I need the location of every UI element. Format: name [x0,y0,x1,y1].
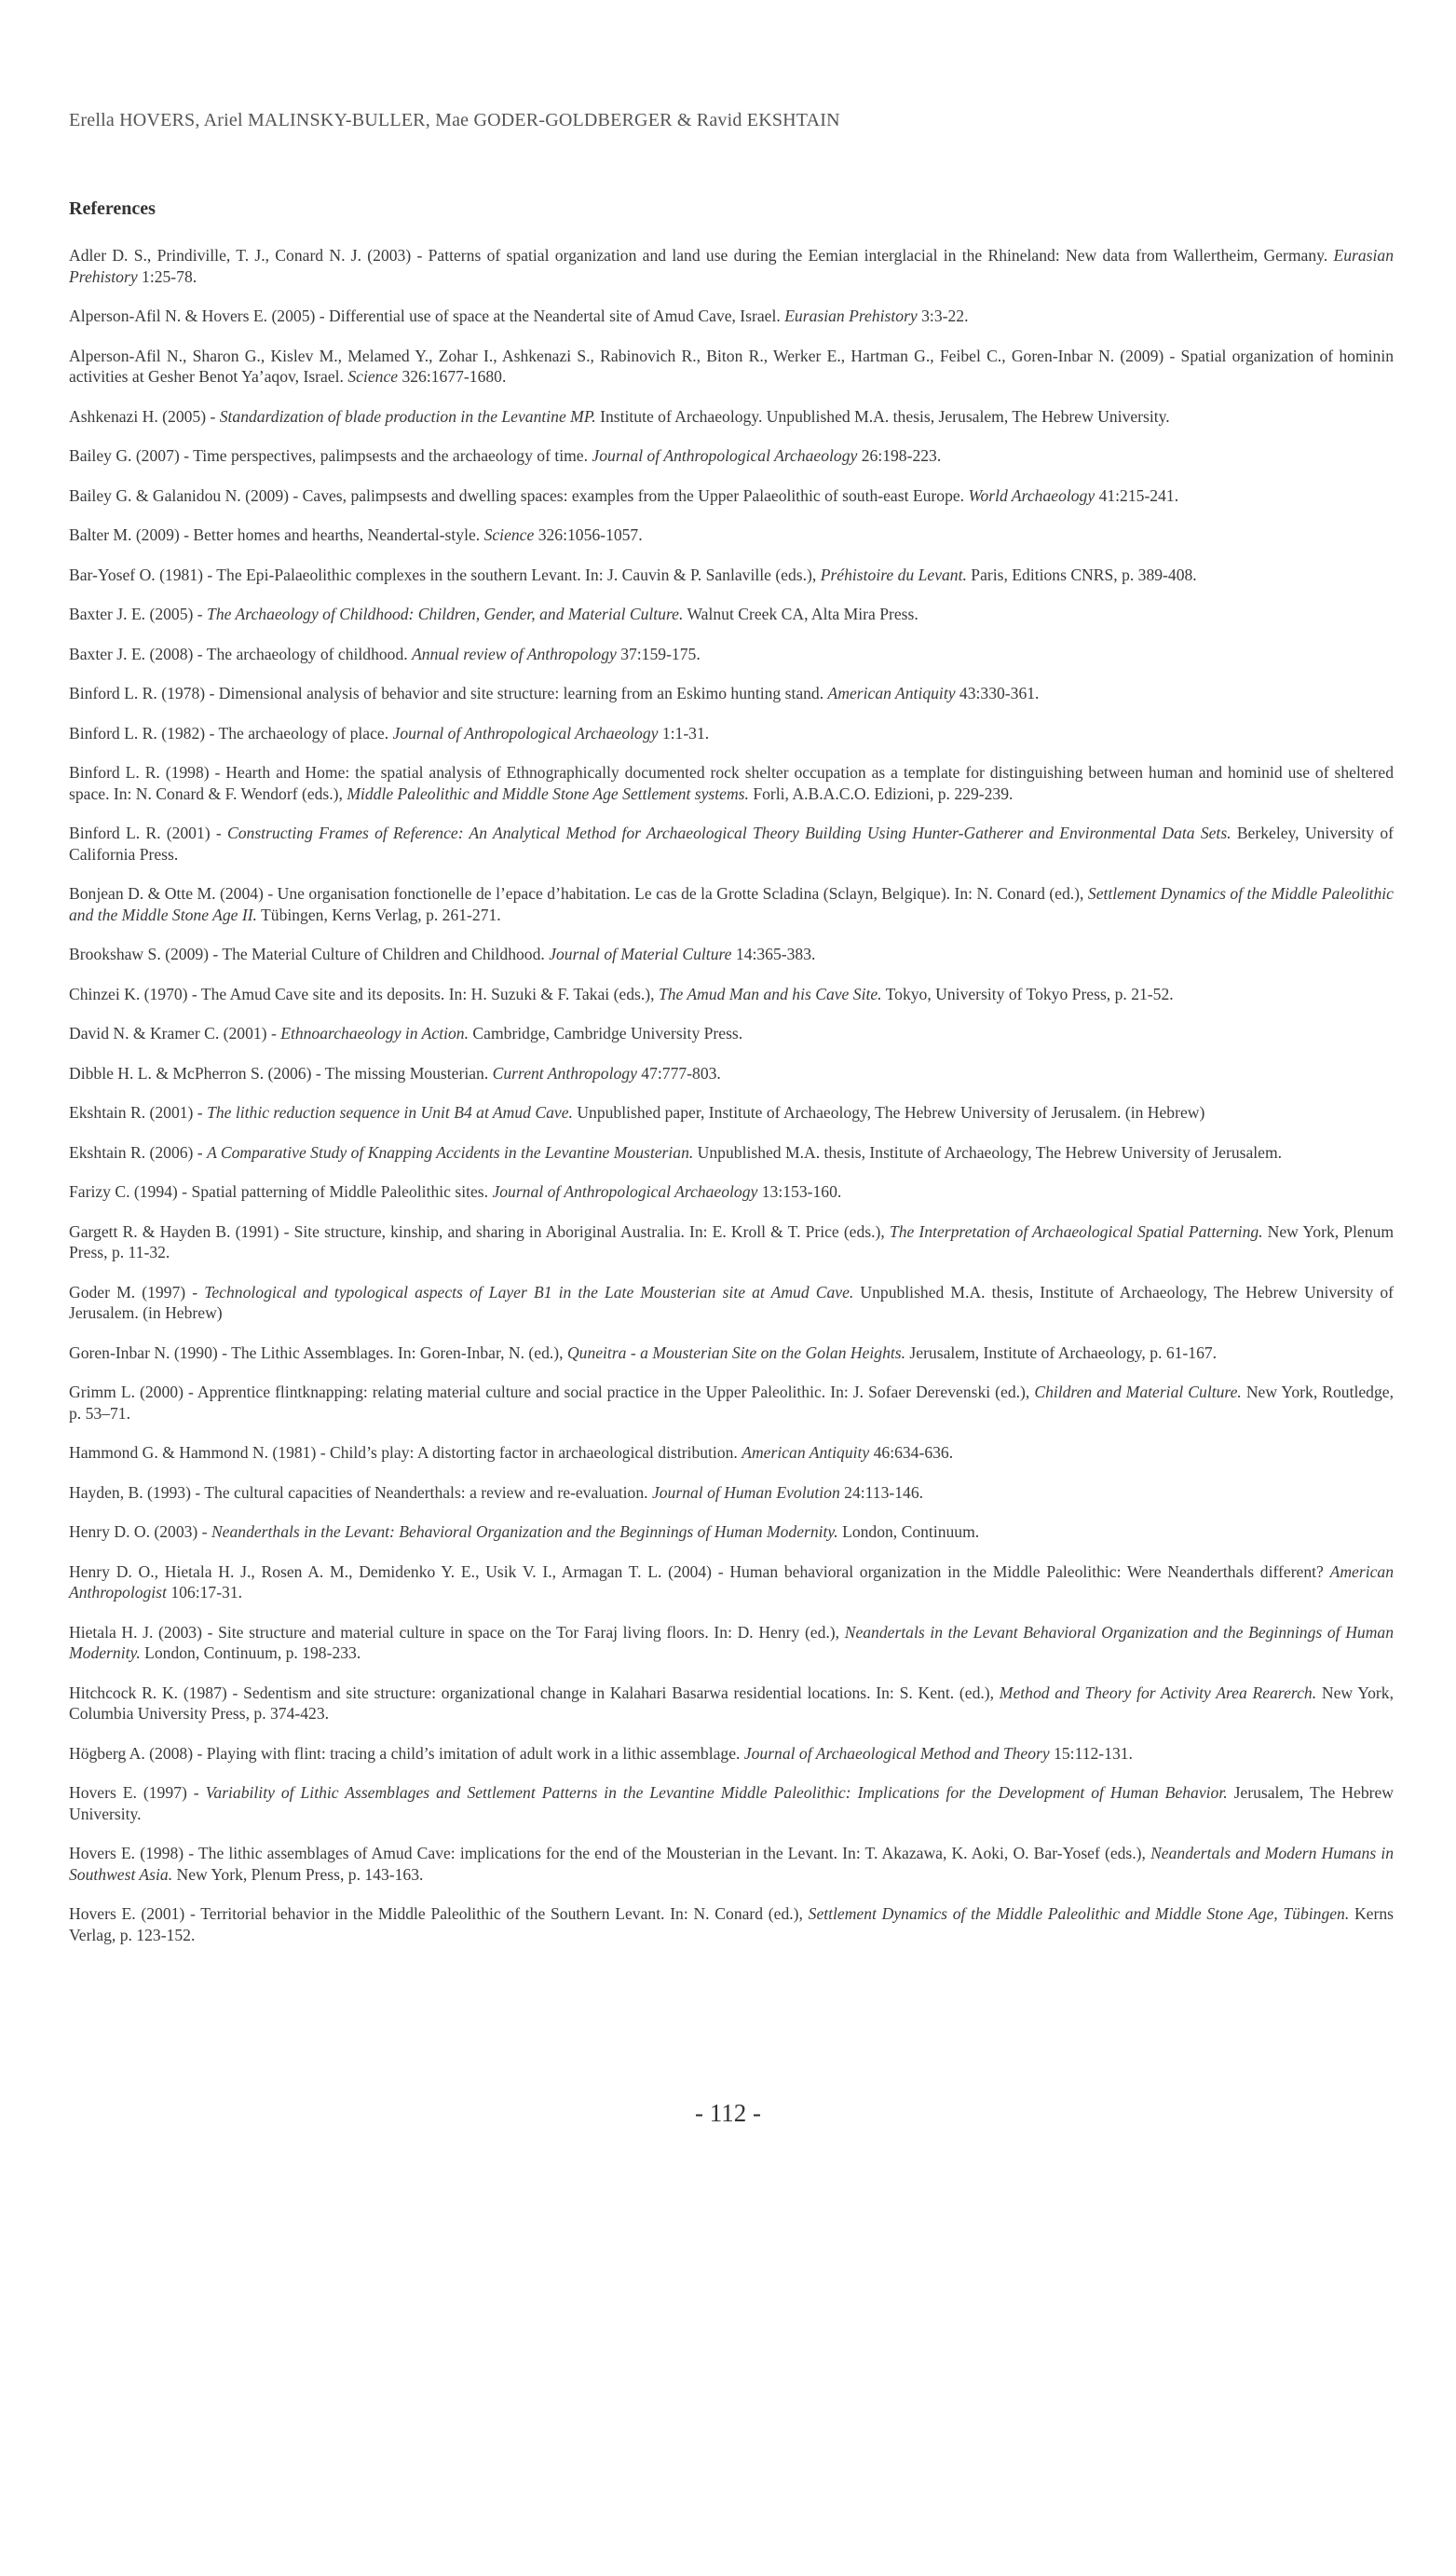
reference-text: Adler D. S., Prindiville, T. J., Conard N. J. (2003) - Patterns of spatial organization and land use during the Eemian interglacial in the Rhineland: New data from Wallertheim, Germany. [69,246,1334,265]
reference-title: World Archaeology [968,485,1095,505]
reference-text: Hietala H. J. (2003) - Site structure and material culture in space on the Tor Faraj living floors. In: D. Henry (ed.), [69,1622,845,1642]
reference-title: Journal of Human Evolution [651,1482,840,1502]
reference-title: Neandertals and Modern Humans in Southwest Asia. [69,1844,1394,1884]
reference-source: Walnut Creek CA, Alta Mira Press. [683,605,919,623]
reference-source: 46:634-636. [869,1443,954,1462]
reference-text: Hayden, B. (1993) - The cultural capacities of Neanderthals: a review and re-evaluation. [69,1482,652,1502]
reference-title: Middle Paleolithic and Middle Stone Age Settlement systems. [347,784,749,803]
reference-source: 3:3-22. [917,307,969,325]
reference-entry [69,1181,1394,1203]
reference-source: Cambridge, Cambridge University Press. [469,1024,743,1043]
reference-text: Binford L. R. (2001) - [69,824,227,842]
reference-source: 43:330-361. [955,684,1040,702]
reference-source: Kerns Verlag, p. 123-152. [69,1904,1394,1944]
reference-source: Tokyo, University of Tokyo Press, p. 21-52. [881,984,1174,1003]
reference-title: Settlement Dynamics of the Middle Paleolithic and the Middle Stone Age II. [69,884,1394,924]
reference-title: Science [483,525,535,544]
reference-entry [69,1903,1394,1945]
reference-text: Högberg A. (2008) - Playing with flint: tracing a child’s imitation of adult work in a lithic assemblage. [69,1743,744,1763]
reference-source: New York, Routledge, p. 53–71. [69,1383,1394,1423]
reference-text: Baxter J. E. (2008) - The archaeology of childhood. [69,644,413,663]
reference-text: Bonjean D. & Otte M. (2004) - Une organisation fonctionelle de l’epace d’habitation. Le cas de la Grotte Scladina (Sclayn, Belgique). In: N. Conard (ed.), [69,884,1088,903]
reference-entry [69,1282,1394,1324]
reference-entry [69,944,1394,965]
reference-text: Hitchcock R. K. (1987) - Sedentism and site structure: organizational change in Kalahari Basarwa residential locations. In: S. Kent. (ed.), [69,1683,1000,1702]
reference-title: Journal of Anthropological Archaeology [492,1182,758,1201]
reference-title: The Interpretation of Archaeological Spatial Patterning. [889,1221,1263,1241]
reference-source: London, Continuum, p. 198-233. [140,1643,361,1662]
reference-entry [69,644,1394,665]
reference-source: 26:198-223. [857,446,942,465]
reference-title: Science [347,367,399,386]
reference-entry [69,1382,1394,1424]
reference-text: Baxter J. E. (2005) - [69,605,208,623]
reference-entry [69,883,1394,925]
reference-entry [69,406,1394,428]
reference-text: Balter M. (2009) - Better homes and hearths, Neandertal-style. [69,525,484,544]
reference-entry [69,245,1394,287]
reference-title: Eurasian Prehistory [69,246,1394,286]
reference-text: Binford L. R. (1998) - Hearth and Home: the spatial analysis of Ethnographically documented rock shelter occupation as a template for distinguishing between human and hominid use of sheltered space. In: N. Conard & F. Wendorf (eds.), [69,763,1394,803]
reference-source: Jerusalem, The Hebrew University. [69,1783,1394,1823]
reference-entry [69,1683,1394,1724]
reference-title: Journal of Anthropological Archaeology [592,446,858,465]
reference-source: Unpublished M.A. thesis, Institute of Archaeology, The Hebrew University of Jerusalem. [693,1142,1283,1162]
reference-text: Chinzei K. (1970) - The Amud Cave site and its deposits. In: H. Suzuki & F. Takai (eds.), [69,984,659,1003]
reference-title: Variability of Lithic Assemblages and Settlement Patterns in the Levantine Middle Paleolithic: Implications for the Development of Human Behavior. [205,1783,1228,1802]
reference-entry [69,565,1394,586]
reference-title: Journal of Anthropological Archaeology [392,723,659,743]
reference-text: Hovers E. (1997) - [69,1783,206,1802]
reference-title: Neanderthals in the Levant: Behavioral Organization and the Beginnings of Human Modernity. [211,1522,838,1541]
reference-source: 24:113-146. [839,1482,924,1502]
reference-source: New York, Plenum Press, p. 143-163. [172,1864,424,1884]
reference-source: 37:159-175. [616,644,701,663]
reference-text: Hammond G. & Hammond N. (1981) - Child’s play: A distorting factor in archaeological distribution. [69,1443,742,1462]
reference-entry [69,1521,1394,1543]
reference-text: Hovers E. (2001) - Territorial behavior in the Middle Paleolithic of the Southern Levant. In: N. Conard (ed.), [69,1904,809,1923]
reference-source: Unpublished paper, Institute of Archaeology, The Hebrew University of Jerusalem. (in Hebrew) [572,1103,1205,1122]
reference-entry [69,1743,1394,1765]
reference-title: Neandertals in the Levant Behavioral Organization and the Beginnings of Human Modernity. [69,1622,1394,1662]
reference-entry [69,1622,1394,1664]
reference-title: Current Anthropology [492,1063,637,1083]
reference-title: Method and Theory for Activity Area Rearerch. [999,1683,1317,1702]
reference-title: Technological and typological aspects of Layer B1 in the Late Mousterian site at Amud Cave. [204,1282,854,1302]
reference-source: Unpublished M.A. thesis, Institute of Archaeology, The Hebrew University of Jerusalem. (in Hebrew) [69,1282,1394,1322]
reference-entry [69,984,1394,1005]
reference-source: 326:1056-1057. [534,525,643,544]
reference-entry [69,823,1394,865]
reference-text: Bar-Yosef O. (1981) - The Epi-Palaeolithic complexes in the southern Levant. In: J. Cauvin & P. Sanlaville (eds.), [69,565,821,584]
reference-entry [69,1142,1394,1164]
reference-text: Farizy C. (1994) - Spatial patterning of Middle Paleolithic sites. [69,1182,493,1201]
reference-entry [69,1561,1394,1603]
reference-title: Children and Material Culture. [1034,1383,1242,1401]
reference-entry [69,525,1394,546]
reference-text: Dibble H. L. & McPherron S. (2006) - The missing Mousterian. [69,1063,493,1083]
page-number: - 112 - [695,2099,761,2127]
reference-text: Goder M. (1997) - [69,1282,205,1302]
reference-text: Hovers E. (1998) - The lithic assemblages of Amud Cave: implications for the end of the Mousterian in the Levant. In: T. Akazawa, K. Aoki, O. Bar-Yosef (eds.), [69,1844,1151,1862]
reference-title: Constructing Frames of Reference: An Analytical Method for Archaeological Theory Building Using Hunter-Gatherer and Environmental Data Sets. [226,824,1231,842]
reference-text: Alperson-Afil N. & Hovers E. (2005) - Differential use of space at the Neandertal site of Amud Cave, Israel. [69,307,785,325]
reference-source: Tübingen, Kerns Verlag, p. 261-271. [256,905,501,924]
running-header: Erella HOVERS, Ariel MALINSKY-BULLER, Mae GODER-GOLDBERGER & Ravid EKSHTAIN [69,110,840,130]
reference-title: The Amud Man and his Cave Site. [658,984,882,1003]
reference-text: Alperson-Afil N., Sharon G., Kislev M., Melamed Y., Zohar I., Ashkenazi S., Rabinovich R., Biton R., Werker E., Hartman G., Feibel C., Goren-Inbar N. (2009) - Spatial organization of hominin activities at Gesher Benot Ya’aqov, Israel. [69,346,1394,386]
reference-list [69,245,1394,1964]
reference-entry [69,1102,1394,1124]
reference-entry [69,604,1394,625]
reference-title: Standardization of blade production in the Levantine MP. [219,406,596,426]
reference-title: Quneitra - a Mousterian Site on the Golan Heights. [566,1343,906,1362]
reference-title: Ethnoarchaeology in Action. [280,1024,469,1043]
reference-title: American Antiquity [827,684,956,702]
reference-title: Journal of Material Culture [549,945,732,963]
reference-source: 13:153-160. [757,1182,842,1201]
reference-source: London, Continuum. [837,1522,980,1541]
reference-source: 41:215-241. [1095,485,1179,505]
reference-title: The lithic reduction sequence in Unit B4 at Amud Cave. [207,1103,573,1122]
reference-text: Bailey G. & Galanidou N. (2009) - Caves, palimpsests and dwelling spaces: examples from the Upper Palaeolithic of south-east Europe. [69,485,969,505]
reference-title: The Archaeology of Childhood: Children, Gender, and Material Culture. [207,605,684,623]
reference-source: New York, Plenum Press, p. 11-32. [69,1221,1394,1261]
reference-text: David N. & Kramer C. (2001) - [69,1024,281,1043]
reference-entry [69,445,1394,467]
reference-text: Henry D. O., Hietala H. J., Rosen A. M., Demidenko Y. E., Usik V. I., Armagan T. L. (2004) - Human behavioral organization in the Middle Paleolithic: Were Neanderthals different? [69,1561,1330,1581]
reference-entry [69,1343,1394,1364]
reference-title: American Anthropologist [69,1561,1394,1601]
reference-text: Brookshaw S. (2009) - The Material Culture of Children and Childhood. [69,945,550,963]
reference-text: Grimm L. (2000) - Apprentice flintknapping: relating material culture and social practice in the Upper Paleolithic. In: J. Sofaer Derevenski (ed.), [69,1383,1035,1401]
reference-entry [69,346,1394,388]
reference-title: American Antiquity [742,1443,870,1462]
reference-text: Goren-Inbar N. (1990) - The Lithic Assemblages. In: Goren-Inbar, N. (ed.), [69,1343,567,1362]
reference-text: Ashkenazi H. (2005) - [69,406,220,426]
reference-entry [69,723,1394,744]
reference-entry [69,1442,1394,1464]
reference-text: Ekshtain R. (2001) - [69,1103,208,1122]
reference-text: Bailey G. (2007) - Time perspectives, palimpsests and the archaeology of time. [69,446,592,465]
reference-source: Paris, Editions CNRS, p. 389-408. [966,565,1197,584]
reference-title: Annual review of Anthropology [412,644,617,663]
reference-title: A Comparative Study of Knapping Accidents in the Levantine Mousterian. [207,1142,694,1162]
reference-entry [69,1063,1394,1084]
reference-source: 15:112-131. [1049,1743,1133,1763]
reference-source: 47:777-803. [636,1063,721,1083]
reference-source: 1:25-78. [137,266,197,286]
reference-text: Binford L. R. (1978) - Dimensional analysis of behavior and site structure: learning from an Eskimo hunting stand. [69,684,828,702]
reference-source: Forli, A.B.A.C.O. Edizioni, p. 229-239. [748,784,1014,803]
reference-source: Jerusalem, Institute of Archaeology, p. 61-167. [905,1343,1218,1362]
reference-text: Ekshtain R. (2006) - [69,1142,208,1162]
reference-source: New York, Columbia University Press, p. 374-423. [69,1683,1394,1723]
reference-source: 14:365-383. [731,945,816,963]
reference-source: Institute of Archaeology. Unpublished M.A. thesis, Jerusalem, The Hebrew University. [595,406,1170,426]
reference-text: Gargett R. & Hayden B. (1991) - Site structure, kinship, and sharing in Aboriginal Australia. In: E. Kroll & T. Price (eds.), [69,1221,890,1241]
reference-title: Journal of Archaeological Method and Theory [743,1743,1050,1763]
reference-entry [69,683,1394,704]
reference-text: Henry D. O. (2003) - [69,1522,211,1541]
reference-entry [69,1782,1394,1824]
reference-entry [69,1023,1394,1044]
reference-entry [69,1221,1394,1263]
reference-title: Préhistoire du Levant. [820,565,967,584]
reference-entry [69,1482,1394,1504]
reference-title: Settlement Dynamics of the Middle Paleolithic and Middle Stone Age, Tübingen. [808,1904,1350,1923]
reference-entry [69,762,1394,804]
section-title: References [69,198,156,219]
reference-text: Binford L. R. (1982) - The archaeology of place. [69,723,393,743]
reference-source: Berkeley, University of California Press. [69,824,1394,864]
reference-source: 106:17-31. [166,1583,243,1601]
reference-entry [69,1843,1394,1885]
reference-title: Eurasian Prehistory [784,307,918,325]
reference-source: 326:1677-1680. [398,367,507,386]
reference-entry [69,306,1394,327]
reference-source: 1:1-31. [658,723,710,743]
reference-entry [69,485,1394,507]
